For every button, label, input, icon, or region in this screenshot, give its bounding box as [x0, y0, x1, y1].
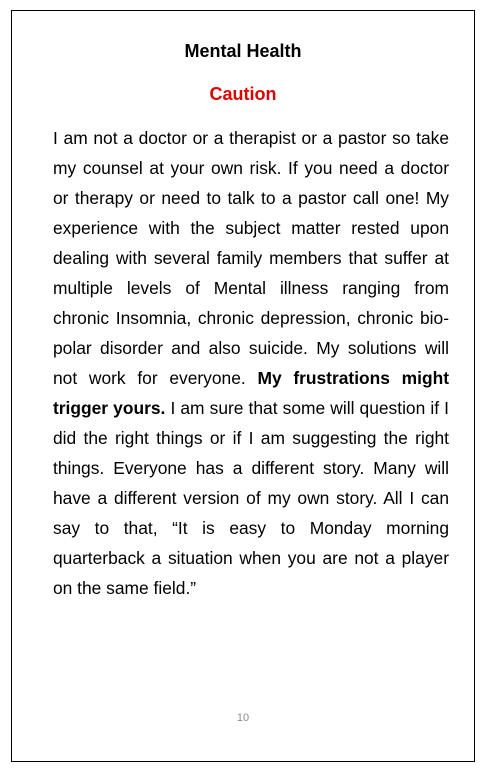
- body-text-part2: I am sure that some will question if I did the right things or if I am suggesting the right things. Everyone has a different story. Many will have a different version of my own story. All I can say to that, “It is easy to Monday morning quarterback a situation when you are not a player on the same field.”: [53, 398, 449, 598]
- section-subtitle: Caution: [209, 84, 277, 104]
- body-text-bold: My frustrations might trigger yours.: [53, 368, 450, 418]
- document-page: [11, 10, 475, 762]
- body-text-part1: I am not a doctor or a therapist or a pastor so take my counsel at your own risk. If you need a doctor or therapy or need to talk to a pastor call one! My experience with the subject matter rested upon dealing with several family members that suffer at multiple levels of Mental illness ranging from chronic Insomnia, chronic depression, chronic bio-polar disorder and also suicide. My solutions will not work for everyone.: [53, 128, 449, 388]
- page-number: 10: [236, 712, 250, 724]
- body-paragraph: [53, 123, 449, 603]
- page-title: Mental Health: [184, 41, 302, 61]
